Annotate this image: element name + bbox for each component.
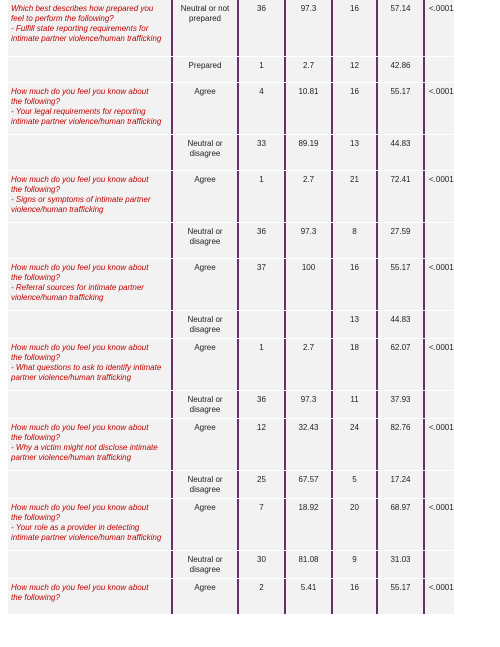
- count-group1-cell: 2: [237, 579, 284, 614]
- question-line: the following?: [11, 593, 60, 602]
- count-group2-cell: 12: [331, 57, 376, 82]
- percent-group2-cell: 72.41: [376, 171, 423, 222]
- count-group1-cell: 4: [237, 83, 284, 134]
- question-line: - Fulfill state reporting requirements for: [11, 24, 149, 33]
- p-value-cell: [423, 57, 454, 82]
- question-line: How much do you feel you know about: [11, 263, 149, 272]
- percent-group1-cell: 18.92: [284, 499, 331, 550]
- response-cell: Neutral or disagree: [171, 471, 237, 498]
- question-line: the following?: [11, 97, 60, 106]
- percent-group1-cell: 67.57: [284, 471, 331, 498]
- question-line: - What questions to ask to identify intimate: [11, 363, 162, 372]
- percent-group2-cell: 44.83: [376, 135, 423, 170]
- question-cell: [8, 579, 171, 614]
- question-cell: [8, 223, 171, 258]
- count-group2-cell: 16: [331, 83, 376, 134]
- percent-group1-cell: 32.43: [284, 419, 331, 470]
- p-value-cell: <.0001: [423, 499, 454, 550]
- count-group2-cell: 11: [331, 391, 376, 418]
- question-cell: [8, 339, 171, 390]
- count-group1-cell: 12: [237, 419, 284, 470]
- question-line: feel to perform the following?: [11, 14, 114, 23]
- question-line: How much do you feel you know about: [11, 175, 149, 184]
- count-group1-cell: 37: [237, 259, 284, 310]
- results-table: [8, 0, 454, 615]
- count-group1-cell: 33: [237, 135, 284, 170]
- p-value-cell: [423, 551, 454, 578]
- percent-group2-cell: 37.93: [376, 391, 423, 418]
- question-line: How much do you feel you know about: [11, 343, 149, 352]
- question-line: violence/human trafficking: [11, 293, 104, 302]
- percent-group2-cell: 27.59: [376, 223, 423, 258]
- percent-group1-cell: 5.41: [284, 579, 331, 614]
- count-group2-cell: 18: [331, 339, 376, 390]
- count-group1-cell: 36: [237, 0, 284, 56]
- question-cell: [8, 83, 171, 134]
- question-line: - Your legal requirements for reporting: [11, 107, 146, 116]
- count-group2-cell: 5: [331, 471, 376, 498]
- percent-group2-cell: 17.24: [376, 471, 423, 498]
- p-value-cell: <.0001: [423, 171, 454, 222]
- question-line: Which best describes how prepared you: [11, 4, 154, 13]
- question-cell: [8, 135, 171, 170]
- table-row: [8, 223, 454, 259]
- p-value-cell: <.0001: [423, 339, 454, 390]
- question-line: violence/human trafficking: [11, 205, 104, 214]
- percent-group2-cell: 62.07: [376, 339, 423, 390]
- question-line: the following?: [11, 185, 60, 194]
- p-value-cell: <.0001: [423, 0, 454, 56]
- count-group1-cell: [237, 311, 284, 338]
- question-line: How much do you feel you know about: [11, 87, 149, 96]
- percent-group1-cell: 2.7: [284, 339, 331, 390]
- table-row: [8, 471, 454, 499]
- question-line: - Referral sources for intimate partner: [11, 283, 144, 292]
- count-group1-cell: 30: [237, 551, 284, 578]
- count-group2-cell: 9: [331, 551, 376, 578]
- response-cell: Neutral or disagree: [171, 551, 237, 578]
- table-row: [8, 0, 454, 57]
- percent-group2-cell: 55.17: [376, 83, 423, 134]
- question-line: - Why a victim might not disclose intimate: [11, 443, 158, 452]
- percent-group1-cell: [284, 311, 331, 338]
- question-line: intimate partner violence/human trafficking: [11, 34, 162, 43]
- question-line: - Signs or symptoms of intimate partner: [11, 195, 151, 204]
- percent-group2-cell: 42.86: [376, 57, 423, 82]
- response-cell: Agree: [171, 83, 237, 134]
- question-line: How much do you feel you know about: [11, 583, 149, 592]
- percent-group1-cell: 97.3: [284, 0, 331, 56]
- response-cell: Neutral or not prepared: [171, 0, 237, 56]
- table-row: [8, 171, 454, 223]
- count-group1-cell: 7: [237, 499, 284, 550]
- table-row: [8, 57, 454, 83]
- table-row: [8, 311, 454, 339]
- count-group1-cell: 25: [237, 471, 284, 498]
- p-value-cell: [423, 471, 454, 498]
- question-cell: [8, 391, 171, 418]
- question-line: the following?: [11, 353, 60, 362]
- count-group2-cell: 16: [331, 579, 376, 614]
- question-cell: [8, 499, 171, 550]
- percent-group2-cell: 68.97: [376, 499, 423, 550]
- question-line: intimate partner violence/human trafficking: [11, 117, 162, 126]
- response-cell: Agree: [171, 419, 237, 470]
- question-cell: [8, 57, 171, 82]
- table-row: [8, 339, 454, 391]
- question-line: How much do you feel you know about: [11, 503, 149, 512]
- percent-group1-cell: 89.19: [284, 135, 331, 170]
- question-line: partner violence/human trafficking: [11, 373, 132, 382]
- percent-group2-cell: 55.17: [376, 259, 423, 310]
- table-row: [8, 135, 454, 171]
- count-group2-cell: 13: [331, 135, 376, 170]
- percent-group2-cell: 44.83: [376, 311, 423, 338]
- percent-group2-cell: 55.17: [376, 579, 423, 614]
- percent-group1-cell: 2.7: [284, 171, 331, 222]
- response-cell: Neutral or disagree: [171, 223, 237, 258]
- table-row: [8, 419, 454, 471]
- question-line: the following?: [11, 513, 60, 522]
- question-line: intimate partner violence/human trafficking: [11, 533, 162, 542]
- response-cell: Agree: [171, 339, 237, 390]
- table-row: [8, 551, 454, 579]
- count-group2-cell: 16: [331, 0, 376, 56]
- p-value-cell: [423, 223, 454, 258]
- response-cell: Agree: [171, 259, 237, 310]
- question-line: How much do you feel you know about: [11, 423, 149, 432]
- percent-group2-cell: 57.14: [376, 0, 423, 56]
- percent-group1-cell: 81.08: [284, 551, 331, 578]
- table-row: [8, 499, 454, 551]
- p-value-cell: <.0001: [423, 83, 454, 134]
- percent-group1-cell: 100: [284, 259, 331, 310]
- count-group2-cell: 8: [331, 223, 376, 258]
- question-cell: [8, 471, 171, 498]
- question-cell: [8, 259, 171, 310]
- table-row: [8, 83, 454, 135]
- percent-group2-cell: 31.03: [376, 551, 423, 578]
- response-cell: Neutral or disagree: [171, 135, 237, 170]
- response-cell: Prepared: [171, 57, 237, 82]
- p-value-cell: <.0001: [423, 259, 454, 310]
- count-group1-cell: 1: [237, 171, 284, 222]
- percent-group2-cell: 82.76: [376, 419, 423, 470]
- question-cell: [8, 171, 171, 222]
- question-line: the following?: [11, 273, 60, 282]
- table-row: [8, 391, 454, 419]
- response-cell: Neutral or disagree: [171, 311, 237, 338]
- question-cell: [8, 311, 171, 338]
- question-line: partner violence/human trafficking: [11, 453, 132, 462]
- count-group2-cell: 13: [331, 311, 376, 338]
- question-cell: [8, 0, 171, 56]
- response-cell: Agree: [171, 171, 237, 222]
- count-group2-cell: 20: [331, 499, 376, 550]
- question-cell: [8, 551, 171, 578]
- p-value-cell: [423, 391, 454, 418]
- count-group2-cell: 16: [331, 259, 376, 310]
- p-value-cell: [423, 311, 454, 338]
- count-group1-cell: 1: [237, 339, 284, 390]
- percent-group1-cell: 2.7: [284, 57, 331, 82]
- p-value-cell: <.0001: [423, 579, 454, 614]
- count-group1-cell: 36: [237, 223, 284, 258]
- count-group1-cell: 1: [237, 57, 284, 82]
- question-line: - Your role as a provider in detecting: [11, 523, 140, 532]
- response-cell: Agree: [171, 579, 237, 614]
- p-value-cell: [423, 135, 454, 170]
- p-value-cell: <.0001: [423, 419, 454, 470]
- percent-group1-cell: 97.3: [284, 391, 331, 418]
- table-row: [8, 579, 454, 615]
- percent-group1-cell: 10.81: [284, 83, 331, 134]
- count-group2-cell: 21: [331, 171, 376, 222]
- table-row: [8, 259, 454, 311]
- response-cell: Neutral or disagree: [171, 391, 237, 418]
- count-group2-cell: 24: [331, 419, 376, 470]
- count-group1-cell: 36: [237, 391, 284, 418]
- percent-group1-cell: 97.3: [284, 223, 331, 258]
- question-cell: [8, 419, 171, 470]
- response-cell: Agree: [171, 499, 237, 550]
- question-line: the following?: [11, 433, 60, 442]
